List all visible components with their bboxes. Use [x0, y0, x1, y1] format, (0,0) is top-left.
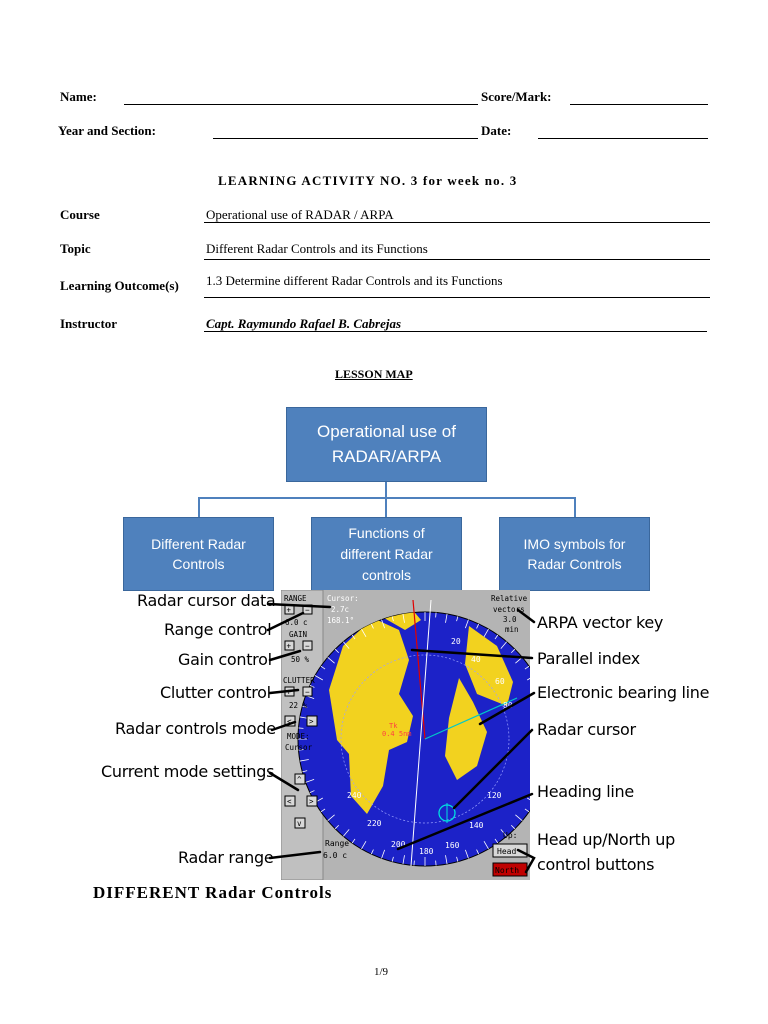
- gain-plus-glyph: +: [286, 641, 292, 651]
- north-button-label: North: [495, 866, 520, 875]
- bearing-180: 180: [419, 847, 434, 856]
- name-label: Name:: [60, 89, 97, 104]
- arrow-clutter-control: [270, 690, 298, 693]
- mode-label: MODE:: [287, 732, 310, 741]
- setting-up-icon: ^: [297, 775, 302, 784]
- clutter-label: CLUTTER: [283, 676, 315, 685]
- target-label-1: Tk: [389, 722, 398, 730]
- child3-line-2: Radar Controls: [527, 556, 622, 572]
- root-line-1: Operational use of: [317, 421, 456, 441]
- arrow-gain-control: [270, 651, 300, 660]
- callout-head-north-1: Head up/North up: [537, 830, 675, 849]
- year-section-label: Year and Section:: [58, 123, 156, 138]
- arrow-parallel-index: [412, 650, 532, 658]
- course-label: Course: [60, 207, 100, 222]
- range-bottom-value: 6.0 c: [323, 851, 348, 860]
- callout-radar-range: Radar range: [178, 848, 274, 867]
- date-label: Date:: [481, 123, 512, 138]
- page-number: 1/9: [374, 966, 389, 978]
- cursor-label: Cursor:: [327, 594, 359, 603]
- bearing-40: 40: [471, 655, 481, 664]
- range-plus-glyph: +: [286, 605, 292, 615]
- callout-gain-control: Gain control: [178, 650, 272, 669]
- gain-minus-glyph: −: [305, 641, 310, 651]
- instructor-value: Capt. Raymundo Rafael B. Cabrejas: [206, 316, 402, 331]
- cursor-bearing: 168.1°: [327, 616, 355, 625]
- range-value: 6.0 c: [285, 618, 308, 627]
- bearing-80: 80: [503, 701, 513, 710]
- mode-prev-icon: <: [287, 717, 292, 726]
- child2-line-3: controls: [361, 566, 411, 583]
- arrow-cursor-data: [268, 604, 330, 607]
- figure-caption: DIFFERENT Radar Controls: [93, 883, 333, 902]
- arrow-heading-line: [398, 794, 532, 849]
- instructor-label: Instructor: [60, 316, 118, 331]
- arrow-range-control: [268, 613, 303, 630]
- bearing-200: 200: [391, 840, 406, 849]
- child2-line-1: Functions of: [348, 524, 425, 541]
- bearing-220: 220: [367, 819, 382, 828]
- range-label: RANGE: [284, 594, 307, 603]
- topic-label: Topic: [60, 241, 91, 256]
- topic-value: Different Radar Controls and its Functions: [206, 241, 428, 256]
- callout-cursor-data: Radar cursor data: [137, 591, 276, 610]
- head-button-label: Head: [497, 847, 517, 856]
- arrow-radar-cursor: [454, 730, 532, 808]
- cursor-distance: 2.7c: [331, 605, 350, 614]
- child2-line-2: different Radar: [340, 545, 433, 562]
- child3-line-1: IMO symbols for: [523, 535, 626, 552]
- child1-line-2: Controls: [172, 556, 225, 572]
- outcome-value: 1.3 Determine different Radar Controls and its Functions: [206, 273, 503, 288]
- bearing-240: 240: [347, 791, 362, 800]
- vectors-label: vectors: [493, 605, 525, 614]
- bearing-60: 60: [495, 677, 505, 686]
- range-minus-glyph: −: [305, 605, 310, 615]
- vectors-value: 3.0: [503, 615, 517, 624]
- arrow-vector-key: [518, 610, 534, 622]
- callout-radar-cursor: Radar cursor: [537, 720, 636, 739]
- child1-line-1: Different Radar: [151, 535, 246, 552]
- arrow-ebl: [480, 693, 534, 724]
- clutter-plus-glyph: +: [286, 687, 292, 697]
- callout-parallel-index: Parallel index: [537, 649, 640, 668]
- setting-right-icon: >: [309, 797, 314, 806]
- callout-clutter-control: Clutter control: [160, 683, 271, 702]
- mode-value: Cursor: [285, 743, 313, 752]
- setting-down-icon: v: [297, 819, 302, 828]
- callout-mode-settings: Current mode settings: [101, 762, 275, 781]
- callout-ebl: Electronic bearing line: [537, 683, 710, 702]
- setting-left-icon: <: [287, 797, 292, 806]
- score-label: Score/Mark:: [481, 89, 552, 104]
- gain-value: 50 %: [291, 655, 310, 664]
- lesson-map-heading: LESSON MAP: [335, 367, 413, 381]
- gain-label: GAIN: [289, 630, 308, 639]
- bearing-120: 120: [487, 791, 502, 800]
- callout-head-north-2: control buttons: [537, 855, 655, 874]
- course-value: Operational use of RADAR / ARPA: [206, 207, 394, 222]
- bearing-20: 20: [451, 637, 461, 646]
- bearing-160: 160: [445, 841, 460, 850]
- relative-label: Relative: [491, 594, 528, 603]
- vectors-unit: min: [505, 625, 519, 634]
- bearing-140: 140: [469, 821, 484, 830]
- clutter-minus-glyph: −: [305, 687, 310, 697]
- outcome-label: Learning Outcome(s): [60, 278, 179, 293]
- activity-title: LEARNING ACTIVITY NO. 3 for week no. 3: [218, 173, 518, 188]
- up-label: Up:: [503, 831, 518, 840]
- callout-vector-key: ARPA vector key: [537, 613, 664, 632]
- arrow-radar-range: [270, 852, 320, 858]
- arrow-mode-settings: [270, 773, 298, 790]
- arrow-head-north: [518, 850, 534, 872]
- callout-controls-mode: Radar controls mode: [115, 719, 276, 738]
- clutter-value: 22 %: [289, 701, 308, 710]
- mode-next-icon: >: [309, 717, 314, 726]
- range-bottom-label: Range: [325, 839, 350, 848]
- target-label-2: 0.4 5nm: [382, 730, 412, 738]
- root-line-2: RADAR/ARPA: [331, 446, 442, 466]
- callout-range-control: Range control: [164, 620, 272, 639]
- callout-heading-line: Heading line: [537, 782, 634, 801]
